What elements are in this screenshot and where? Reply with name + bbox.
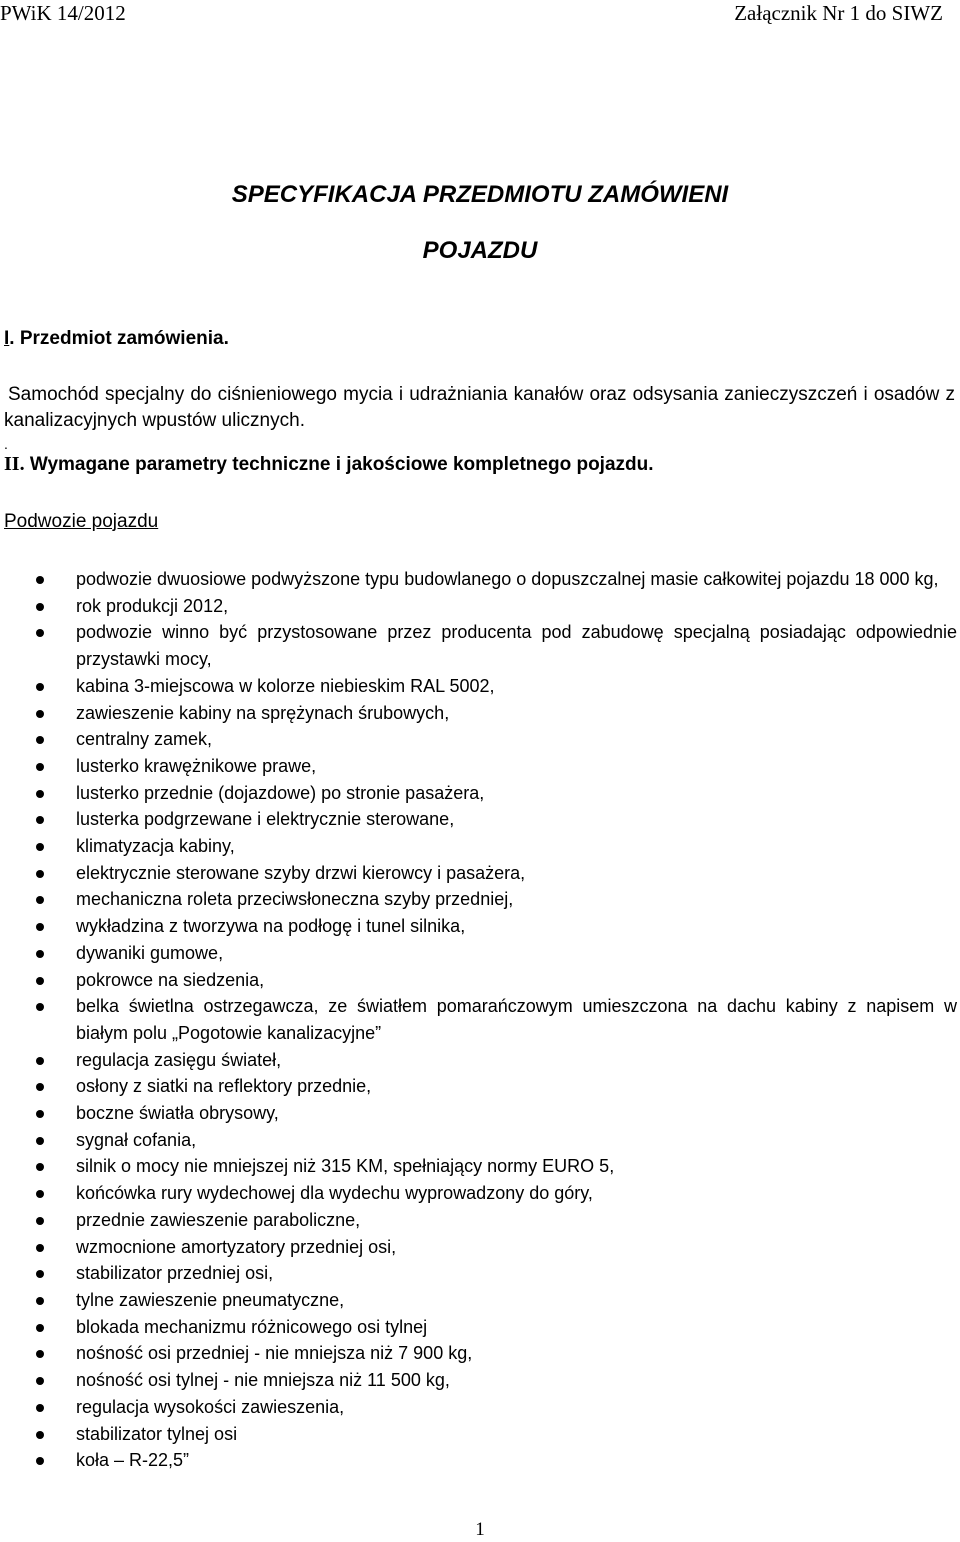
- list-item: [0, 1447, 957, 1474]
- list-item: [0, 700, 957, 727]
- list-item-text: belka świetlna ostrzegawcza, ze światłem pomarańczowym umieszczona na dachu kabiny z napisem w białym polu „Pogotowie kanalizacyjne”: [76, 996, 957, 1043]
- list-item: [0, 1394, 957, 1421]
- list-item: [0, 1260, 957, 1287]
- list-item-text: zawieszenie kabiny na sprężynach śrubowych,: [76, 702, 450, 723]
- stray-dot: .: [4, 436, 8, 452]
- list-item: [0, 1421, 957, 1448]
- list-item-text: rok produkcji 2012,: [76, 595, 229, 616]
- bullet-icon: [36, 1270, 44, 1278]
- list-item: [0, 860, 957, 887]
- section-title: Wymagane parametry techniczne i jakościowe kompletnego pojazdu.: [24, 454, 654, 475]
- bullet-icon: [36, 1350, 44, 1358]
- list-item-text: centralny zamek,: [76, 729, 213, 750]
- list-item-text: kabina 3-miejscowa w kolorze niebieskim RAL 5002,: [76, 675, 495, 696]
- list-item-text: lusterko krawężnikowe prawe,: [76, 755, 317, 776]
- bullet-icon: [36, 629, 44, 637]
- header-doc-number: PWiK 14/2012: [0, 1, 126, 25]
- list-item-text: regulacja zasięgu świateł,: [76, 1049, 282, 1070]
- bullet-icon: [36, 1163, 44, 1171]
- list-item: [0, 1180, 957, 1207]
- bullet-icon: [36, 843, 44, 851]
- bullet-icon: [36, 896, 44, 904]
- bullet-icon: [36, 1324, 44, 1332]
- page-number: 1: [475, 1519, 485, 1540]
- list-item: [0, 1340, 957, 1367]
- bullet-icon: [36, 977, 44, 985]
- list-item: [0, 593, 957, 620]
- bullet-icon: [36, 1137, 44, 1145]
- list-item-text: silnik o mocy nie mniejszej niż 315 KM, spełniający normy EURO 5,: [76, 1156, 615, 1177]
- list-item: [0, 1367, 957, 1394]
- list-item-text: blokada mechanizmu różnicowego osi tylnej: [76, 1316, 428, 1337]
- bullet-icon: [36, 1457, 44, 1465]
- intro-text: Samochód specjalny do ciśnieniowego mycia i udrażniania kanałów oraz odsysania zanieczyszczeń i osadów z kanalizacyjnych wpustów ulicznych.: [4, 384, 955, 431]
- list-item-text: podwozie dwuosiowe podwyższone typu budowlanego o dopuszczalnej masie całkowitej pojazdu 18 000 kg,: [76, 569, 939, 589]
- bullet-icon: [36, 870, 44, 878]
- list-item-text: osłony z siatki na reflektory przednie,: [76, 1076, 372, 1097]
- section-number: I: [4, 328, 10, 349]
- section-heading-2: [4, 452, 654, 477]
- list-item: [0, 967, 957, 994]
- list-item-text: nośność osi przedniej - nie mniejsza niż 7 900 kg,: [76, 1343, 473, 1364]
- list-item-text: lusterka podgrzewane i elektrycznie sterowane,: [76, 809, 455, 830]
- bullet-icon: [36, 1003, 44, 1011]
- list-item-text: tylne zawieszenie pneumatyczne,: [76, 1289, 345, 1310]
- bullet-icon: [36, 1431, 44, 1439]
- list-item-text: elektrycznie sterowane szyby drzwi kierowcy i pasażera,: [76, 862, 526, 883]
- bullet-icon: [36, 1244, 44, 1252]
- section-heading-1: [4, 327, 229, 351]
- bullet-icon: [36, 1190, 44, 1198]
- list-item: [0, 886, 957, 913]
- list-item: [0, 833, 957, 860]
- bullet-icon: [36, 736, 44, 744]
- list-item: [0, 1047, 957, 1074]
- bullet-icon: [36, 763, 44, 771]
- list-item: [0, 673, 957, 700]
- list-item-text: stabilizator tylnej osi: [76, 1423, 238, 1444]
- bullet-icon: [36, 1057, 44, 1065]
- list-item: [0, 913, 957, 940]
- list-item: [0, 1127, 957, 1154]
- list-item: [0, 1207, 957, 1234]
- intro-paragraph: [4, 382, 955, 434]
- bullet-icon: [36, 683, 44, 691]
- list-item-text: regulacja wysokości zawieszenia,: [76, 1396, 345, 1417]
- list-item: [0, 806, 957, 833]
- list-item: [0, 1287, 957, 1314]
- list-item-text: wykładzina z tworzywa na podłogę i tunel silnika,: [76, 916, 466, 937]
- bullet-icon: [36, 950, 44, 958]
- bullet-icon: [36, 1083, 44, 1091]
- bullet-icon: [36, 816, 44, 824]
- bullet-icon: [36, 603, 44, 611]
- list-item: [0, 993, 957, 1046]
- list-item-text: sygnał cofania,: [76, 1129, 197, 1150]
- list-item-text: lusterko przednie (dojazdowe) po stronie pasażera,: [76, 782, 485, 803]
- bullet-icon: [36, 1404, 44, 1412]
- list-item: [0, 780, 957, 807]
- list-item: [0, 726, 957, 753]
- list-item-text: stabilizator przedniej osi,: [76, 1263, 274, 1284]
- list-item-text: podwozie winno być przystosowane przez producenta pod zabudowę specjalną posiadając odpowiednie przystawki mocy,: [76, 622, 957, 670]
- list-item-text: mechaniczna roleta przeciwsłoneczna szyby przedniej,: [76, 889, 514, 910]
- bullet-icon: [36, 1110, 44, 1118]
- section-number: II.: [4, 453, 25, 475]
- subheading: Podwozie pojazdu: [4, 511, 159, 532]
- bullet-icon: [36, 1297, 44, 1305]
- bullet-icon: [36, 576, 44, 584]
- document-title: SPECYFIKACJA PRZEDMIOTU ZAMÓWIENI: [231, 181, 729, 208]
- document-title-line2: POJAZDU: [422, 237, 538, 264]
- list-item-text: boczne światła obrysowy,: [76, 1103, 279, 1124]
- list-item: [0, 566, 957, 593]
- list-item-text: koła – R-22,5”: [76, 1450, 190, 1471]
- bullet-icon: [36, 1377, 44, 1385]
- list-item-text: przednie zawieszenie paraboliczne,: [76, 1209, 361, 1230]
- bullet-icon: [36, 923, 44, 931]
- list-item: [0, 1100, 957, 1127]
- list-item-text: dywaniki gumowe,: [76, 942, 224, 963]
- list-item-text: wzmocnione amortyzatory przedniej osi,: [76, 1236, 397, 1257]
- list-item-text: końcówka rury wydechowej dla wydechu wyprowadzony do góry,: [76, 1183, 593, 1204]
- list-item: [0, 940, 957, 967]
- bullet-icon: [36, 710, 44, 718]
- list-item-text: nośność osi tylnej - nie mniejsza niż 11 500 kg,: [76, 1370, 450, 1391]
- section-title: . Przedmiot zamówienia.: [9, 328, 229, 349]
- bullet-icon: [36, 1217, 44, 1225]
- requirements-list: [0, 566, 957, 1474]
- list-item-text: klimatyzacja kabiny,: [76, 836, 235, 857]
- list-item: [0, 1234, 957, 1261]
- list-item: [0, 753, 957, 780]
- list-item: [0, 1073, 957, 1100]
- header-attachment: Załącznik Nr 1 do SIWZ: [734, 1, 943, 25]
- bullet-icon: [36, 790, 44, 798]
- list-item-text: pokrowce na siedzenia,: [76, 969, 265, 990]
- list-item: [0, 619, 957, 672]
- list-item: [0, 1314, 957, 1341]
- list-item: [0, 1153, 957, 1180]
